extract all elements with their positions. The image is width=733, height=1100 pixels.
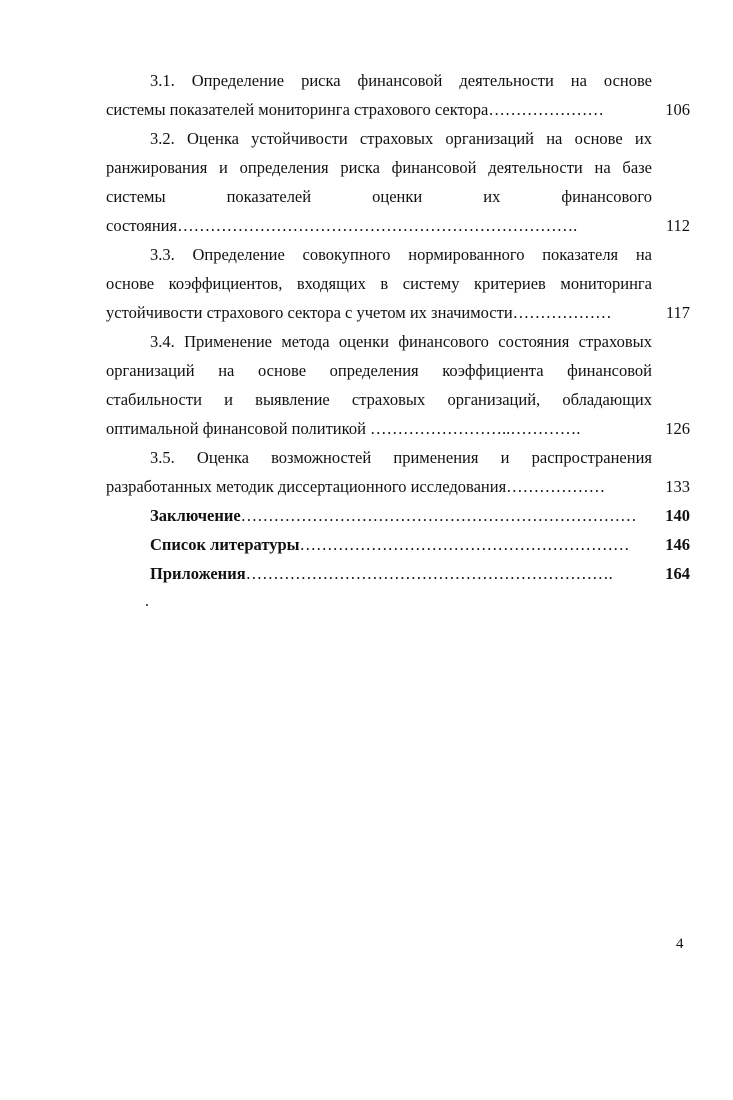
toc-entry-text: состояния………………………………………………………………. bbox=[106, 216, 578, 235]
toc-page-number: 126 bbox=[665, 419, 690, 438]
toc-entry-3-1-line-1 bbox=[106, 66, 690, 95]
toc-page-number: 133 bbox=[665, 477, 690, 496]
toc-conclusion-label: Заключение bbox=[150, 506, 241, 525]
toc-leader-dots: …………………………………………………………. bbox=[245, 564, 613, 583]
toc-entry-text: разработанных методик диссертационного исследования……………… bbox=[106, 477, 606, 496]
toc-entry-conclusion bbox=[106, 501, 690, 530]
toc-entry-3-2-line-1 bbox=[106, 124, 690, 153]
toc-entry-3-2-line-3 bbox=[106, 182, 690, 211]
toc-page-number: 140 bbox=[665, 506, 690, 525]
toc-entry-3-5-line-2 bbox=[106, 472, 690, 501]
toc-entry-3-2-line-2 bbox=[106, 153, 690, 182]
toc-entry-text: организаций на основе определения коэффициента финансовой bbox=[106, 361, 652, 380]
toc-appendices-label: Приложения bbox=[150, 564, 246, 583]
toc-entry-text: 3.2. Оценка устойчивости страховых организаций на основе их bbox=[150, 129, 652, 148]
toc-entry-text: системы показателей оценки их финансового bbox=[106, 187, 652, 206]
toc-entry-text: 3.5. Оценка возможностей применения и распространения bbox=[150, 448, 652, 467]
footer-page-number: 4 bbox=[676, 936, 684, 952]
toc-entry-3-5-line-1 bbox=[106, 443, 690, 472]
toc-entry-text: ранжирования и определения риска финансовой деятельности на базе bbox=[106, 158, 652, 177]
toc-entry-3-4-line-4 bbox=[106, 414, 690, 443]
toc-page-number: 146 bbox=[665, 535, 690, 554]
toc-entry-text: 3.1. Определение риска финансовой деятельности на основе bbox=[150, 71, 652, 90]
toc-entry-3-3-line-2 bbox=[106, 269, 690, 298]
toc-page-number: 164 bbox=[665, 564, 690, 583]
toc-entry-references bbox=[106, 530, 690, 559]
toc-entry-text: стабильности и выявление страховых организаций, обладающих bbox=[106, 390, 652, 409]
toc-page-number: 106 bbox=[665, 100, 690, 119]
toc-entry-3-4-line-1 bbox=[106, 327, 690, 356]
toc-entry-3-1-line-2 bbox=[106, 95, 690, 124]
toc-entry-text: основе коэффициентов, входящих в систему критериев мониторинга bbox=[106, 274, 652, 293]
toc-entry-text: устойчивости страхового сектора с учетом их значимости……………… bbox=[106, 303, 612, 322]
toc-entry-text: 3.3. Определение совокупного нормированного показателя на bbox=[150, 245, 652, 264]
toc-entry-3-4-line-2 bbox=[106, 356, 690, 385]
table-of-contents bbox=[106, 66, 690, 588]
toc-entry-3-3-line-3 bbox=[106, 298, 690, 327]
toc-entry-3-3-line-1 bbox=[106, 240, 690, 269]
toc-leader-dots: …………………………………………………… bbox=[299, 535, 630, 554]
toc-entry-3-2-line-4 bbox=[106, 211, 690, 240]
stray-dot-mark bbox=[146, 604, 148, 606]
toc-leader-dots: ……………………………………………………………… bbox=[240, 506, 637, 525]
toc-entry-text: оптимальной финансовой политикой ……………………..…………. bbox=[106, 419, 581, 438]
toc-entry-3-4-line-3 bbox=[106, 385, 690, 414]
toc-entry-text: 3.4. Применение метода оценки финансового состояния страховых bbox=[150, 332, 652, 351]
toc-page-number: 112 bbox=[665, 216, 690, 235]
toc-page-number: 117 bbox=[665, 303, 690, 322]
toc-entry-text: системы показателей мониторинга страхового сектора………………… bbox=[106, 100, 604, 119]
toc-entry-appendices bbox=[106, 559, 690, 588]
toc-references-label: Список литературы bbox=[150, 535, 300, 554]
